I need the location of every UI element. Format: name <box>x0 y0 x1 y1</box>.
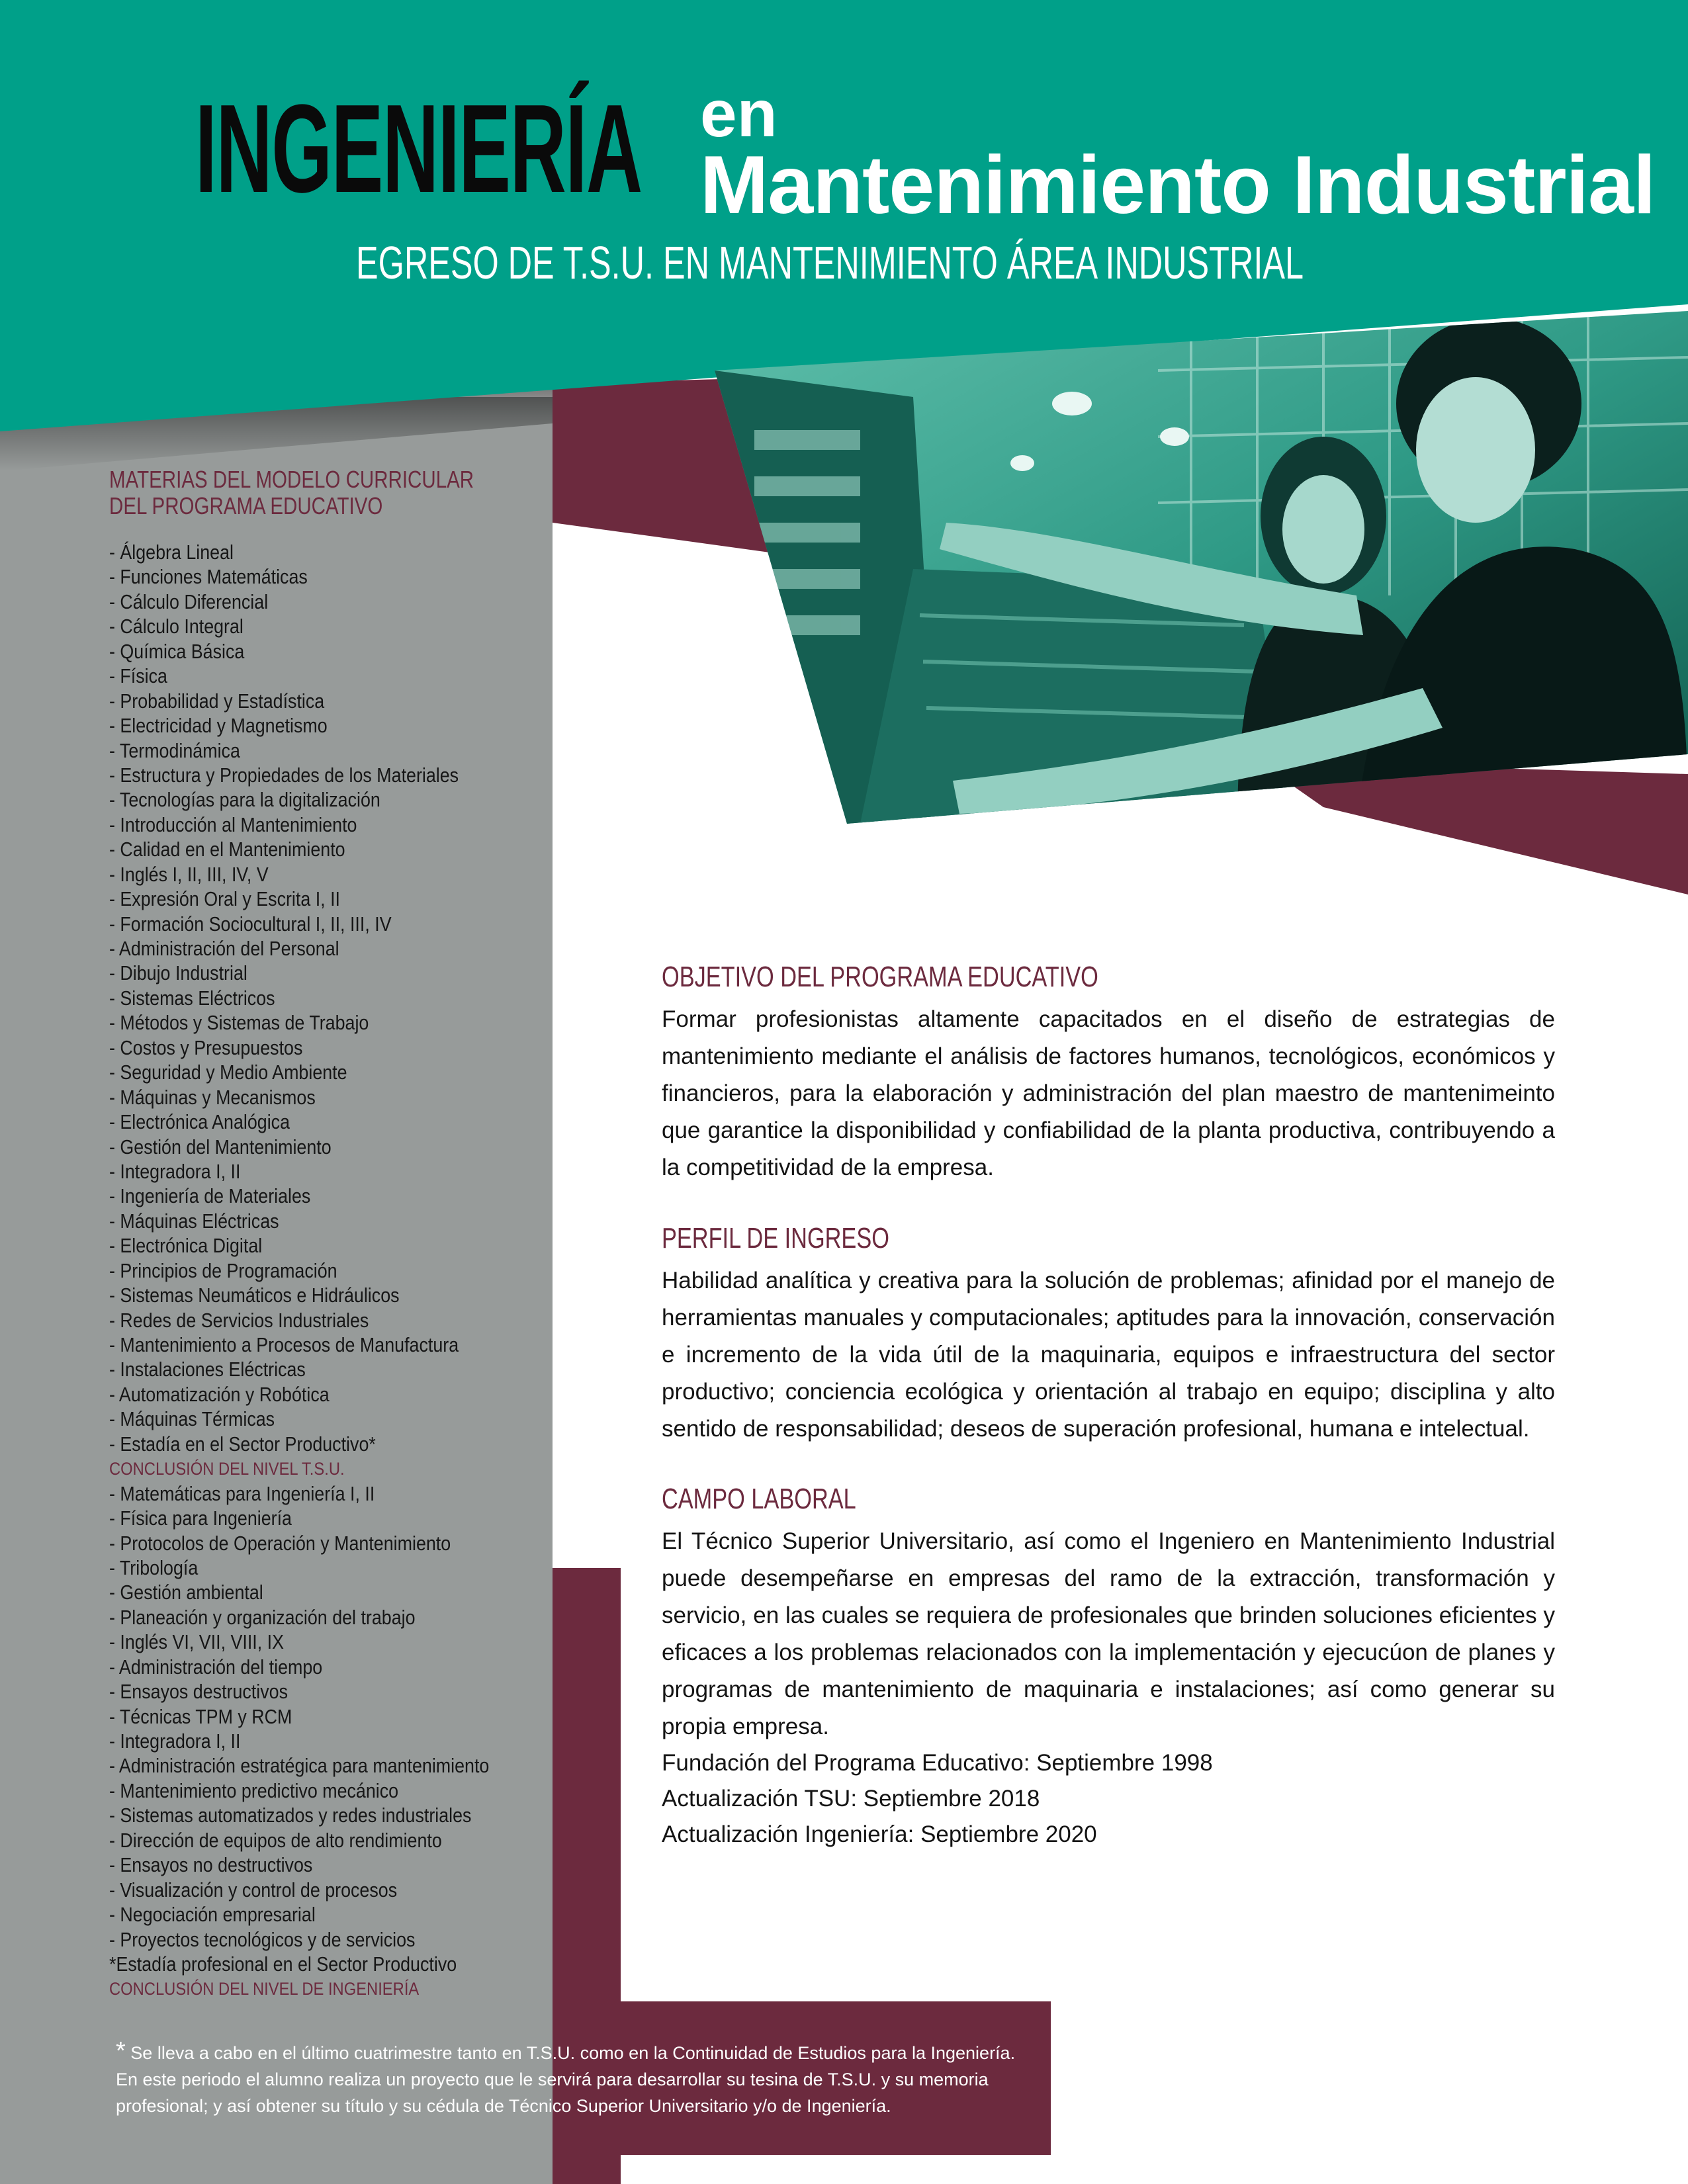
curriculum-item: *Estadía profesional en el Sector Productivo <box>109 1952 457 1976</box>
curriculum-item: - Administración del tiempo <box>109 1655 323 1679</box>
objetivo-body: Formar profesionistas altamente capacitados en el diseño de estrategias de mantenimiento mediante el análisis de factores humanos, tecnológicos, económicos y financieros, para la elaboración y administración del plan maestro de mantenimeinto que garantice la disponibilidad y confiabilidad de la planta productiva, contribuyendo a la competitividad de la empresa. <box>662 1006 1555 1180</box>
curriculum-item: - Tribología <box>109 1556 199 1579</box>
curriculum-item: - Planeación y organización del trabajo <box>109 1606 416 1629</box>
curriculum-item: - Dirección de equipos de alto rendimiento <box>109 1829 442 1852</box>
curriculum-item: - Mantenimiento predictivo mecánico <box>109 1779 399 1802</box>
curriculum-item: - Inglés I, II, III, IV, V <box>109 863 269 886</box>
curriculum-item: - Integradora I, II <box>109 1160 241 1183</box>
curriculum-item: - Estadía en el Sector Productivo* <box>109 1432 376 1456</box>
section-campo <box>662 1485 1555 1745</box>
curriculum-item: - Principios de Programación <box>109 1259 337 1282</box>
curriculum-item: - Costos y Presupuestos <box>109 1036 303 1059</box>
curriculum-item: - Formación Sociocultural I, II, III, IV <box>109 912 392 936</box>
curriculum-item: - Mantenimiento a Procesos de Manufactura <box>109 1334 459 1356</box>
curriculum-item: - Instalaciones Eléctricas <box>109 1358 306 1381</box>
section-objetivo <box>662 963 1555 1186</box>
curriculum-item: - Física para Ingeniería <box>109 1507 292 1530</box>
curriculum-item: - Probabilidad y Estadística <box>109 689 325 713</box>
perfil-body: Habilidad analítica y creativa para la solución de problemas; afinidad por el manejo de herramientas manuales y computacionales; aptitudes para la innovación, conservación e incremento de la vida útil de la maquinaria, equipos e infraestructura del sector productivo; conciencia ecológica y orientación al trabajo en equipo; disciplina y alto sentido de responsabilidad; deseos de superación profesional, humana e intelectual. <box>662 1268 1555 1442</box>
curriculum-item: - Métodos y Sistemas de Trabajo <box>109 1012 369 1035</box>
curriculum-item: - Electrónica Digital <box>109 1235 263 1258</box>
curriculum-item: - Administración estratégica para mantenimiento <box>109 1755 490 1778</box>
subtitle-egreso: EGRESO DE T.S.U. EN MANTENIMIENTO ÁREA INDUSTRIAL <box>356 237 1304 288</box>
curriculum-item: - Visualización y control de procesos <box>109 1878 398 1901</box>
date-fundacion: Fundación del Programa Educativo: Septiembre 1998 <box>662 1750 1213 1776</box>
objetivo-title: OBJETIVO DEL PROGRAMA EDUCATIVO <box>662 961 1098 993</box>
curriculum-item: - Técnicas TPM y RCM <box>109 1705 292 1728</box>
title-program-name: Mantenimiento Industrial <box>700 140 1656 231</box>
curriculum-conclusion: CONCLUSIÓN DEL NIVEL T.S.U. <box>109 1459 345 1479</box>
curriculum-item: - Integradora I, II <box>109 1730 241 1753</box>
campo-title: CAMPO LABORAL <box>662 1483 856 1515</box>
curriculum-item: - Electricidad y Magnetismo <box>109 715 328 738</box>
curriculum-item: - Ensayos no destructivos <box>109 1854 313 1877</box>
program-dates <box>662 1745 1555 1853</box>
curriculum-item: - Sistemas Neumáticos e Hidráulicos <box>109 1284 400 1307</box>
curriculum-item: - Matemáticas para Ingeniería I, II <box>109 1482 375 1505</box>
campo-body: El Técnico Superior Universitario, así como el Ingeniero en Mantenimiento Industrial puede desempeñarse en empresas del ramo de la extracción, transformación y servicio, en las cuales se requiera de profesionales que brinden soluciones eficientes y eficaces a los problemas relacionados con la implementación y ejecucúon de planes y programas de mantenimiento de maquinaria e instalaciones; así como generar su propia empresa. <box>662 1528 1555 1739</box>
curriculum-item: - Álgebra Lineal <box>109 541 234 564</box>
curriculum-item: - Calidad en el Mantenimiento <box>109 838 345 861</box>
curriculum-item: - Cálculo Diferencial <box>109 590 269 613</box>
curriculum-item: - Sistemas Eléctricos <box>109 986 275 1010</box>
title-en: en <box>700 77 777 151</box>
footnote <box>116 2038 1036 2119</box>
curriculum-item: - Negociación empresarial <box>109 1903 316 1927</box>
curriculum-item: - Máquinas Térmicas <box>109 1408 275 1431</box>
curriculum-item: - Química Básica <box>109 640 245 663</box>
curriculum-item: - Administración del Personal <box>109 938 339 960</box>
curriculum-item: - Seguridad y Medio Ambiente <box>109 1061 347 1084</box>
curriculum-item: - Inglés VI, VII, VIII, IX <box>109 1631 285 1654</box>
perfil-title: PERFIL DE INGRESO <box>662 1222 889 1254</box>
footnote-text: Se lleva a cabo en el último cuatrimestre tanto en T.S.U. como en la Continuidad de Estudios para la Ingeniería. En este periodo el alumno realiza un proyecto que le servirá para desarrollar su tesina de T.S.U. y su memoria profesional; y así obtener su título y su cédula de Técnico Superior Universitario y/o de Ingeniería. <box>116 2043 1016 2116</box>
curriculum-item: - Automatización y Robótica <box>109 1383 330 1406</box>
footnote-star: * <box>116 2037 126 2065</box>
curriculum-item: - Proyectos tecnológicos y de servicios <box>109 1928 416 1951</box>
curriculum-item: - Funciones Matemáticas <box>109 566 308 589</box>
curriculum-item: - Expresión Oral y Escrita I, II <box>109 888 341 911</box>
curriculum-item: - Máquinas y Mecanismos <box>109 1086 316 1109</box>
date-actualizacion-ingenieria: Actualización Ingeniería: Septiembre 2020 <box>662 1821 1097 1847</box>
date-actualizacion-tsu: Actualización TSU: Septiembre 2018 <box>662 1786 1040 1812</box>
title-ingenieria: INGENIERÍA <box>195 79 642 219</box>
curriculum-item: - Sistemas automatizados y redes industriales <box>109 1804 472 1827</box>
curriculum-item: - Termodinámica <box>109 739 240 762</box>
curriculum-item: - Estructura y Propiedades de los Materiales <box>109 764 459 787</box>
curriculum-list <box>109 541 625 2002</box>
section-perfil <box>662 1224 1555 1448</box>
curriculum-item: - Tecnologías para la digitalización <box>109 789 380 812</box>
curriculum-item: - Ensayos destructivos <box>109 1681 289 1704</box>
curriculum-conclusion: CONCLUSIÓN DEL NIVEL DE INGENIERÍA <box>109 1979 420 1999</box>
curriculum-item: - Ingeniería de Materiales <box>109 1185 311 1208</box>
curriculum-item: - Protocolos de Operación y Mantenimiento <box>109 1532 451 1555</box>
curriculum-item: - Gestión del Mantenimiento <box>109 1135 332 1158</box>
curriculum-item: - Física <box>109 665 167 688</box>
curriculum-item: - Máquinas Eléctricas <box>109 1209 279 1233</box>
curriculum-heading: MATERIAS DEL MODELO CURRICULAR DEL PROGRAMA EDUCATIVO <box>109 466 474 519</box>
curriculum-item: - Dibujo Industrial <box>109 962 247 985</box>
curriculum-item: - Redes de Servicios Industriales <box>109 1309 369 1332</box>
curriculum-item: - Gestión ambiental <box>109 1581 263 1604</box>
curriculum-item: - Introducción al Mantenimiento <box>109 813 357 836</box>
curriculum-item: - Cálculo Integral <box>109 615 244 638</box>
curriculum-item: - Electrónica Analógica <box>109 1111 290 1134</box>
